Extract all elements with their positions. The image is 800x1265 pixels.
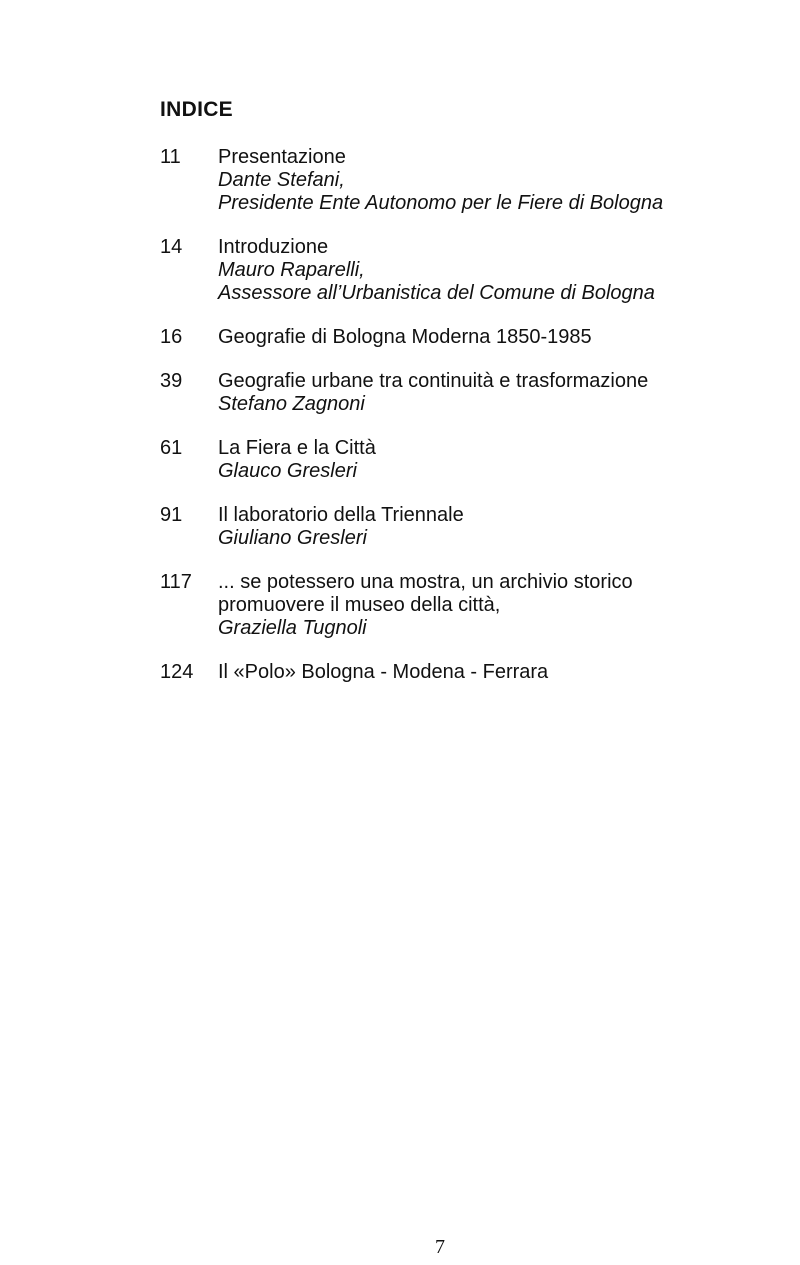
entry-author: Graziella Tugnoli [218, 617, 367, 639]
entry-page-number: 39 [160, 370, 183, 392]
entry-page-number: 91 [160, 504, 183, 526]
entry-author: Mauro Raparelli, [218, 259, 365, 281]
entry-page-number: 61 [160, 437, 183, 459]
page-folio: 7 [435, 1236, 445, 1258]
toc-entry [160, 236, 760, 305]
entry-title: Introduzione [218, 236, 329, 258]
entry-body [218, 661, 760, 684]
entry-body [218, 571, 760, 640]
entry-page-number: 11 [160, 146, 181, 168]
toc-entry [160, 370, 760, 416]
entry-title: Geografie urbane tra continuità e trasformazione [218, 370, 649, 392]
entry-title: Il laboratorio della Triennale [218, 504, 464, 526]
entry-author: Giuliano Gresleri [218, 527, 367, 549]
entry-author: Stefano Zagnoni [218, 393, 365, 415]
entry-body [218, 504, 760, 550]
entry-body [218, 236, 760, 305]
entry-page-number: 124 [160, 661, 194, 683]
toc-entry [160, 661, 760, 684]
index-heading: INDICE [160, 98, 233, 121]
toc-entry [160, 504, 760, 550]
toc-entry [160, 437, 760, 483]
entry-page-number: 117 [160, 571, 192, 593]
entry-body [218, 437, 760, 483]
toc-entry [160, 146, 760, 215]
entry-title: Geografie di Bologna Moderna 1850-1985 [218, 326, 592, 348]
entry-body [218, 370, 760, 416]
entry-title: La Fiera e la Città [218, 437, 376, 459]
toc-entry [160, 326, 760, 349]
entry-title-continued: promuovere il museo della città, [218, 594, 501, 616]
entry-author-role: Assessore all’Urbanistica del Comune di Bologna [218, 282, 655, 304]
table-of-contents [160, 146, 760, 705]
entry-author: Glauco Gresleri [218, 460, 357, 482]
entry-title: ... se potessero una mostra, un archivio storico [218, 571, 633, 593]
entry-author: Dante Stefani, [218, 169, 345, 191]
entry-page-number: 16 [160, 326, 183, 348]
entry-title: Presentazione [218, 146, 346, 168]
entry-body [218, 146, 760, 215]
entry-page-number: 14 [160, 236, 183, 258]
entry-author-role: Presidente Ente Autonomo per le Fiere di Bologna [218, 192, 664, 214]
entry-title: Il «Polo» Bologna - Modena - Ferrara [218, 661, 549, 683]
toc-entry [160, 571, 760, 640]
entry-body [218, 326, 760, 349]
